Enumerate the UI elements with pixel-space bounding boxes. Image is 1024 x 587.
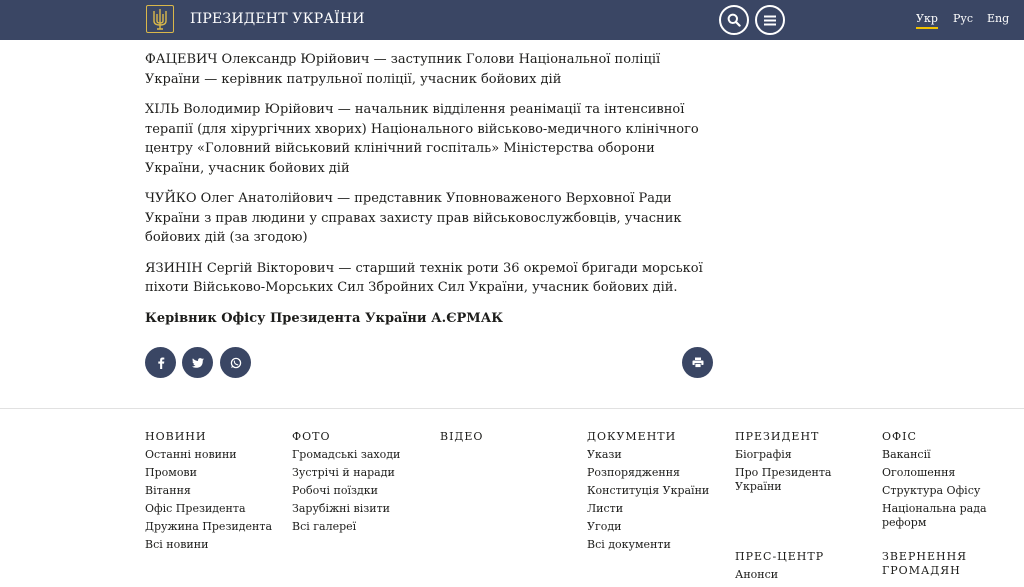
footer-president-column: [735, 430, 870, 498]
twitter-icon: [192, 358, 204, 368]
footer-link[interactable]: Розпорядження: [587, 466, 680, 479]
footer-video-column: [440, 430, 575, 448]
footer-heading-office[interactable]: ОФІС: [882, 430, 917, 443]
footer-link[interactable]: Про Президента України: [735, 466, 832, 493]
print-button[interactable]: [682, 347, 713, 378]
footer-link[interactable]: Національна рада реформ: [882, 502, 987, 529]
article-paragraph: ЧУЙКО Олег Анатолійович — представник Уповноваженого Верховної Ради України з прав людини у справах захисту прав військовослужбовців, учасник бойових дій (за згодою): [145, 191, 682, 245]
footer-link[interactable]: Структура Офісу: [882, 484, 981, 497]
language-rus-link[interactable]: Рус: [953, 12, 974, 25]
footer-link[interactable]: Конституція України: [587, 484, 710, 497]
footer-office-column: [882, 430, 1012, 534]
menu-icon: [764, 15, 776, 26]
footer-link[interactable]: Угоди: [587, 520, 622, 533]
footer-link[interactable]: Останні новини: [145, 448, 237, 461]
footer-appeals-column: [882, 550, 1012, 583]
article-signature: Керівник Офісу Президента України А.ЄРМАК: [145, 310, 504, 326]
search-icon: [727, 13, 741, 27]
article-body: [145, 50, 705, 339]
footer-link[interactable]: Біографія: [735, 448, 792, 461]
language-ukr-link[interactable]: Укр: [916, 12, 938, 29]
footer-link[interactable]: Промови: [145, 466, 197, 479]
footer-heading-photo[interactable]: ФОТО: [292, 430, 331, 443]
search-button[interactable]: [719, 5, 749, 35]
footer-link[interactable]: Офіс Президента: [145, 502, 246, 515]
footer-link[interactable]: Анонси: [735, 568, 779, 581]
footer-link[interactable]: Дружина Президента: [145, 520, 273, 533]
footer-heading-video[interactable]: ВІДЕО: [440, 430, 484, 443]
footer-press-column: [735, 550, 870, 586]
footer-heading-appeals[interactable]: ЗВЕРНЕННЯ ГРОМАДЯН: [882, 550, 968, 577]
footer-heading-press[interactable]: ПРЕС-ЦЕНТР: [735, 550, 825, 563]
share-whatsapp-button[interactable]: [220, 347, 251, 378]
site-title[interactable]: ПРЕЗИДЕНТ УКРАЇНИ: [190, 11, 365, 27]
share-facebook-button[interactable]: [145, 347, 176, 378]
footer-link[interactable]: Громадські заходи: [292, 448, 401, 461]
print-icon: [692, 357, 704, 368]
menu-button[interactable]: [755, 5, 785, 35]
footer-link[interactable]: Всі документи: [587, 538, 671, 551]
footer-divider: [0, 408, 1024, 409]
footer-link[interactable]: Всі галереї: [292, 520, 357, 533]
whatsapp-icon: [230, 357, 242, 369]
footer-heading-president[interactable]: ПРЕЗИДЕНТ: [735, 430, 820, 443]
footer-link[interactable]: Зустрічі й наради: [292, 466, 395, 479]
footer-link[interactable]: Всі новини: [145, 538, 209, 551]
article-paragraph: ФАЦЕВИЧ Олександр Юрійович — заступник Голови Національної поліції України — керівник патрульної поліції, учасник бойових дій: [145, 52, 661, 87]
footer-documents-column: [587, 430, 722, 556]
footer-link[interactable]: Вакансії: [882, 448, 931, 461]
footer-link[interactable]: Листи: [587, 502, 624, 515]
footer-link[interactable]: Оголошення: [882, 466, 956, 479]
article-paragraph: ХІЛЬ Володимир Юрійович — начальник відділення реанімації та інтенсивної терапії (для хірургічних хворих) Національного військово-медичного клінічного центру «Головний військовий клінічний госпіталь» Міністерства оборони України, учасник бойових дій: [145, 102, 699, 176]
footer-link[interactable]: Укази: [587, 448, 622, 461]
footer-link[interactable]: Вітання: [145, 484, 191, 497]
trident-icon[interactable]: [146, 5, 174, 33]
footer-photo-column: [292, 430, 427, 538]
article-paragraph: ЯЗИНІН Сергій Вікторович — старший технік роти 36 окремої бригади морської піхоти Військово-Морських Сил Збройних Сил України, учасник бойових дій.: [145, 260, 703, 295]
share-twitter-button[interactable]: [182, 347, 213, 378]
language-eng-link[interactable]: Eng: [987, 12, 1010, 25]
facebook-icon: [157, 357, 165, 369]
top-navigation-bar: [0, 0, 1024, 40]
footer-heading-news[interactable]: НОВИНИ: [145, 430, 207, 443]
footer-link[interactable]: Робочі поїздки: [292, 484, 379, 497]
footer-link[interactable]: Зарубіжні візити: [292, 502, 390, 515]
footer-heading-documents[interactable]: ДОКУМЕНТИ: [587, 430, 677, 443]
footer-news-column: [145, 430, 280, 556]
